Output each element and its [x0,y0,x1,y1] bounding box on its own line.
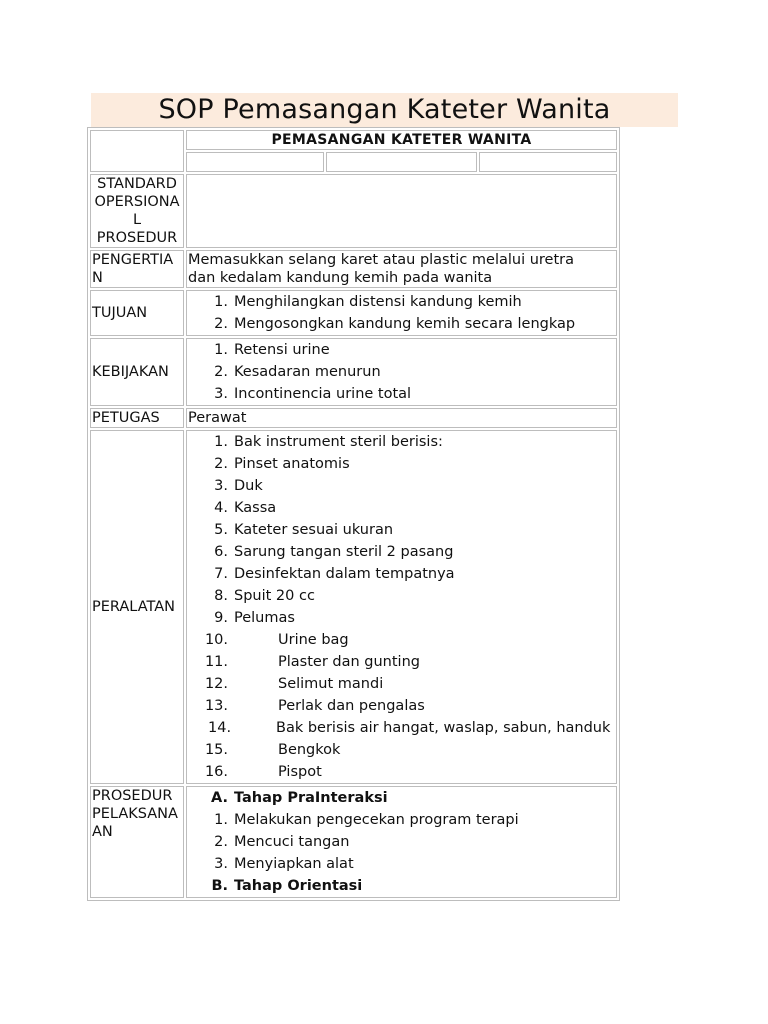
label-line: AN [92,824,113,840]
list-item: 3. Incontinencia urine total [214,386,412,402]
list-item: 8. Spuit 20 cc [214,588,315,604]
list-item: 1. Retensi urine [214,342,330,358]
kebijakan-list [188,339,615,405]
text-line: dan kedalam kandung kemih pada wanita [188,270,493,286]
header-cell: PEMASANGAN KATETER WANITA [186,130,617,150]
list-item: 1. Menghilangkan distensi kandung kemih [214,294,522,310]
page-title: SOP Pemasangan Kateter Wanita [158,94,611,125]
list-item: 6. Sarung tangan steril 2 pasang [214,544,454,560]
sub-cell [186,152,324,172]
list-item: 16. Pispot [204,764,322,780]
sub-cell [479,152,617,172]
list-item: 3. Menyiapkan alat [214,856,354,872]
list-item: 1. Bak instrument steril berisis: [214,434,443,450]
table-row [90,130,617,150]
label-line: PELAKSANA [92,806,178,822]
peralatan-list [188,431,615,783]
list-item: 2. Mengosongkan kandung kemih secara lengkap [214,316,576,332]
pengertian-text [186,250,617,288]
list-item: 14. Bak berisis air hangat, waslap, sabun, handuk [208,720,611,736]
section-heading: B. Tahap Orientasi [211,878,363,894]
list-item: 5. Kateter sesuai ukuran [214,522,394,538]
list-item: 2. Kesadaran menurun [214,364,381,380]
text-line: Memasukkan selang karet atau plastic melalui uretra [188,252,575,268]
tujuan-list [188,291,615,335]
label-line: OPERSIONA [94,194,180,210]
table-row [90,408,617,428]
list-item: 12. Selimut mandi [204,676,384,692]
tujuan-cell [186,290,617,336]
sub-cell [326,152,477,172]
list-item: 4. Kassa [214,500,277,516]
petugas-text: Perawat [186,408,617,428]
list-item: 10. Urine bag [204,632,349,648]
list-item: 3. Duk [214,478,263,494]
section-heading: A. Tahap PraInteraksi [211,790,388,806]
list-item: 13. Perlak dan pengalas [204,698,425,714]
peralatan-cell [186,430,617,784]
label-peralatan: PERALATAN [90,430,184,784]
table-row [90,174,617,248]
sub-cells [186,152,617,172]
table-row [90,338,617,406]
prosedur-list [188,787,615,897]
list-item: 9. Pelumas [214,610,295,626]
label-kebijakan: KEBIJAKAN [90,338,184,406]
list-item: 7. Desinfektan dalam tempatnya [214,566,455,582]
empty-cell [90,130,184,172]
label-prosedur [90,786,184,898]
label-line: PROSEDUR [96,230,178,246]
label-line: N [92,270,103,286]
label-petugas: PETUGAS [90,408,184,428]
sop-table [87,127,620,901]
list-item: 1. Melakukan pengecekan program terapi [214,812,519,828]
empty-cell [186,174,617,248]
table-row [90,290,617,336]
label-line: PENGERTIA [92,252,174,268]
prosedur-cell [186,786,617,898]
label-line: L [132,212,142,228]
list-item: 11. Plaster dan gunting [204,654,420,670]
kebijakan-cell [186,338,617,406]
table-row [90,430,617,784]
table-row [90,250,617,288]
list-item: 2. Mencuci tangan [214,834,350,850]
label-line: STANDARD [97,176,177,192]
label-tujuan: TUJUAN [90,290,184,336]
label-sop [90,174,184,248]
list-item: 2. Pinset anatomis [214,456,350,472]
label-line: PROSEDUR [92,788,173,804]
label-pengertian [90,250,184,288]
list-item: 15. Bengkok [204,742,341,758]
table-row [90,786,617,898]
